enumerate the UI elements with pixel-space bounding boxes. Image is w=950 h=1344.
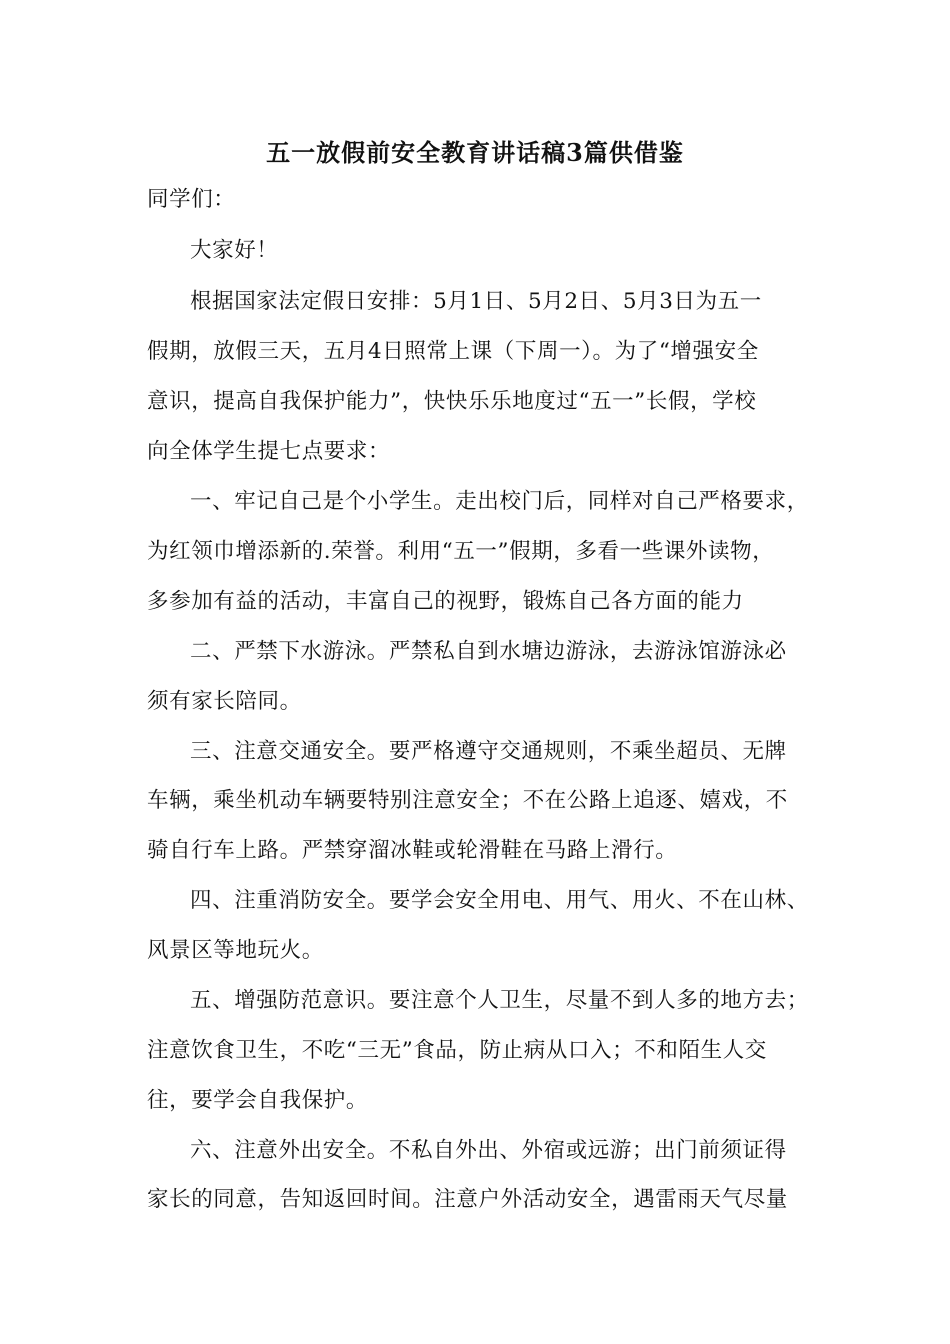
text-line: 大家好！ <box>190 238 279 263</box>
text-line: 三、注意交通安全。要严格遵守交通规则，不乘坐超员、无牌 <box>190 739 787 764</box>
text-line: 五、增强防范意识。要注意个人卫生，尽量不到人多的地方去； <box>190 988 809 1013</box>
text-line: 向全体学生提七点要求： <box>147 439 391 464</box>
document-title: 五一放假前安全教育讲话稿3篇供借鉴 <box>266 138 684 167</box>
text-line: 二、严禁下水游泳。严禁私自到水塘边游泳，去游泳馆游泳必 <box>190 639 787 664</box>
text-line: 六、注意外出安全。不私自外出、外宿或远游；出门前须证得 <box>190 1138 787 1163</box>
text-line: 注意饮食卫生，不吃“三无”食品，防止病从口入；不和陌生人交 <box>147 1038 767 1063</box>
text-line: 多参加有益的活动，丰富自己的视野，锻炼自己各方面的能力 <box>147 589 744 614</box>
text-line: 往，要学会自我保护。 <box>147 1088 369 1113</box>
text-line: 家长的同意，告知返回时间。注意户外活动安全，遇雷雨天气尽量 <box>147 1187 788 1212</box>
text-line: 四、注重消防安全。要学会安全用电、用气、用火、不在山林、 <box>190 888 809 913</box>
text-line: 为红领巾增添新的.荣誉。利用“五一”假期，多看一些课外读物， <box>147 539 775 564</box>
text-line: 根据国家法定假日安排：5月1日、5月2日、5月3日为五一 <box>190 289 762 314</box>
text-line: 意识，提高自我保护能力”，快快乐乐地度过“五一”长假，学校 <box>147 389 757 414</box>
text-line: 车辆，乘坐机动车辆要特别注意安全；不在公路上追逐、嬉戏，不 <box>147 788 788 813</box>
text-line: 同学们： <box>147 187 236 212</box>
text-line: 骑自行车上路。严禁穿溜冰鞋或轮滑鞋在马路上滑行。 <box>147 838 678 863</box>
text-line: 须有家长陪同。 <box>147 689 302 714</box>
text-line: 一、牢记自己是个小学生。走出校门后，同样对自己严格要求， <box>190 489 809 514</box>
text-line: 风景区等地玩火。 <box>147 938 324 963</box>
text-line: 假期，放假三天，五月4日照常上课（下周一）。为了“增强安全 <box>147 339 759 364</box>
